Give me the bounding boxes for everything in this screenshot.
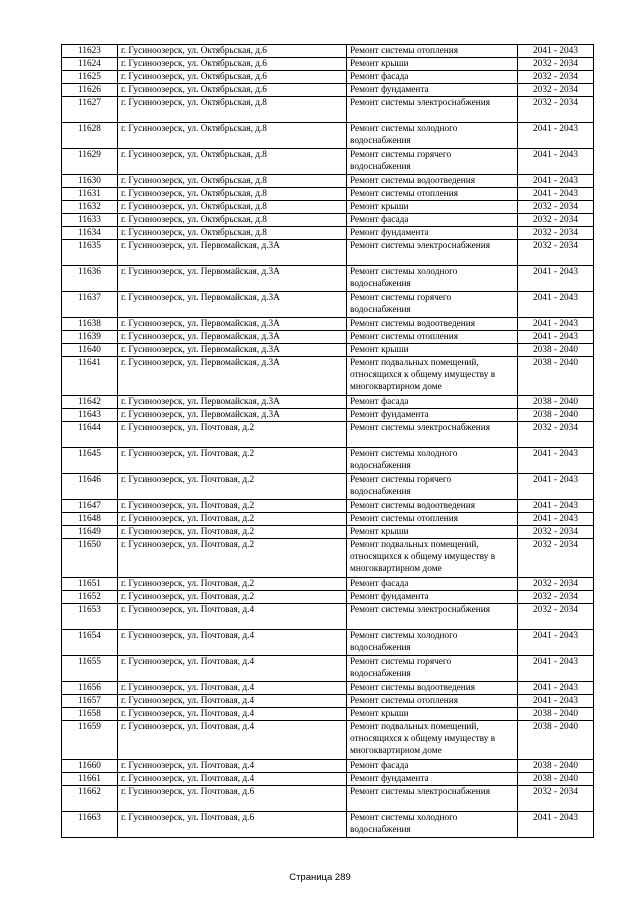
row-number-cell: 11659 [62, 721, 118, 760]
period-cell: 2032 - 2034 [518, 214, 594, 227]
period-cell: 2032 - 2034 [518, 604, 594, 630]
work-type-cell: Ремонт системы холодного водоснабжения [347, 448, 518, 474]
period-cell: 2038 - 2040 [518, 409, 594, 422]
row-number-cell: 11628 [62, 123, 118, 149]
period-cell: 2038 - 2040 [518, 773, 594, 786]
period-cell: 2041 - 2043 [518, 448, 594, 474]
address-cell: г. Гусиноозерск, ул. Почтовая, д.2 [118, 591, 347, 604]
period-cell: 2041 - 2043 [518, 695, 594, 708]
row-number-cell: 11638 [62, 318, 118, 331]
works-table-body [62, 45, 594, 838]
table-row [62, 578, 594, 591]
table-row [62, 656, 594, 682]
period-cell: 2041 - 2043 [518, 656, 594, 682]
table-row [62, 500, 594, 513]
work-type-cell: Ремонт системы водоотведения [347, 682, 518, 695]
work-type-cell: Ремонт системы электроснабжения [347, 422, 518, 448]
table-row [62, 123, 594, 149]
period-cell: 2041 - 2043 [518, 474, 594, 500]
address-cell: г. Гусиноозерск, ул. Первомайская, д.3А [118, 318, 347, 331]
address-cell: г. Гусиноозерск, ул. Почтовая, д.2 [118, 513, 347, 526]
work-type-cell: Ремонт системы водоотведения [347, 500, 518, 513]
row-number-cell: 11624 [62, 58, 118, 71]
address-cell: г. Гусиноозерск, ул. Почтовая, д.2 [118, 474, 347, 500]
work-type-cell: Ремонт системы водоотведения [347, 318, 518, 331]
address-cell: г. Гусиноозерск, ул. Почтовая, д.2 [118, 526, 347, 539]
row-number-cell: 11639 [62, 331, 118, 344]
period-cell: 2032 - 2034 [518, 71, 594, 84]
row-number-cell: 11627 [62, 97, 118, 123]
row-number-cell: 11642 [62, 396, 118, 409]
works-table [61, 44, 594, 838]
address-cell: г. Гусиноозерск, ул. Почтовая, д.4 [118, 682, 347, 695]
period-cell: 2032 - 2034 [518, 58, 594, 71]
work-type-cell: Ремонт системы водоотведения [347, 175, 518, 188]
work-type-cell: Ремонт фундамента [347, 591, 518, 604]
period-cell: 2032 - 2034 [518, 97, 594, 123]
period-cell: 2041 - 2043 [518, 682, 594, 695]
period-cell: 2038 - 2040 [518, 708, 594, 721]
row-number-cell: 11634 [62, 227, 118, 240]
table-row [62, 318, 594, 331]
row-number-cell: 11630 [62, 175, 118, 188]
work-type-cell: Ремонт фундамента [347, 227, 518, 240]
table-row [62, 357, 594, 396]
work-type-cell: Ремонт крыши [347, 526, 518, 539]
work-type-cell: Ремонт подвальных помещений, относящихся к общему имуществу в многоквартирном доме [347, 721, 518, 760]
address-cell: г. Гусиноозерск, ул. Почтовая, д.2 [118, 539, 347, 578]
work-type-cell: Ремонт системы горячего водоснабжения [347, 292, 518, 318]
row-number-cell: 11650 [62, 539, 118, 578]
table-row [62, 786, 594, 812]
table-row [62, 331, 594, 344]
period-cell: 2041 - 2043 [518, 149, 594, 175]
table-row [62, 773, 594, 786]
table-row [62, 448, 594, 474]
address-cell: г. Гусиноозерск, ул. Первомайская, д.3А [118, 344, 347, 357]
address-cell: г. Гусиноозерск, ул. Первомайская, д.3А [118, 292, 347, 318]
period-cell: 2032 - 2034 [518, 526, 594, 539]
address-cell: г. Гусиноозерск, ул. Октябрьская, д.6 [118, 45, 347, 58]
table-row [62, 344, 594, 357]
table-row [62, 240, 594, 266]
work-type-cell: Ремонт системы горячего водоснабжения [347, 149, 518, 175]
work-type-cell: Ремонт крыши [347, 201, 518, 214]
row-number-cell: 11661 [62, 773, 118, 786]
work-type-cell: Ремонт системы горячего водоснабжения [347, 656, 518, 682]
address-cell: г. Гусиноозерск, ул. Первомайская, д.3А [118, 357, 347, 396]
period-cell: 2041 - 2043 [518, 331, 594, 344]
work-type-cell: Ремонт системы горячего водоснабжения [347, 474, 518, 500]
period-cell: 2041 - 2043 [518, 513, 594, 526]
period-cell: 2041 - 2043 [518, 175, 594, 188]
table-row [62, 58, 594, 71]
row-number-cell: 11644 [62, 422, 118, 448]
table-row [62, 812, 594, 838]
address-cell: г. Гусиноозерск, ул. Первомайская, д.3А [118, 266, 347, 292]
work-type-cell: Ремонт системы холодного водоснабжения [347, 123, 518, 149]
row-number-cell: 11646 [62, 474, 118, 500]
row-number-cell: 11629 [62, 149, 118, 175]
address-cell: г. Гусиноозерск, ул. Октябрьская, д.8 [118, 97, 347, 123]
period-cell: 2041 - 2043 [518, 45, 594, 58]
address-cell: г. Гусиноозерск, ул. Почтовая, д.2 [118, 578, 347, 591]
work-type-cell: Ремонт фасада [347, 214, 518, 227]
row-number-cell: 11636 [62, 266, 118, 292]
work-type-cell: Ремонт фасада [347, 760, 518, 773]
table-row [62, 266, 594, 292]
address-cell: г. Гусиноозерск, ул. Почтовая, д.2 [118, 422, 347, 448]
table-row [62, 201, 594, 214]
table-row [62, 214, 594, 227]
row-number-cell: 11641 [62, 357, 118, 396]
row-number-cell: 11660 [62, 760, 118, 773]
table-row [62, 474, 594, 500]
work-type-cell: Ремонт системы отопления [347, 45, 518, 58]
address-cell: г. Гусиноозерск, ул. Почтовая, д.6 [118, 786, 347, 812]
address-cell: г. Гусиноозерск, ул. Почтовая, д.4 [118, 760, 347, 773]
period-cell: 2041 - 2043 [518, 292, 594, 318]
address-cell: г. Гусиноозерск, ул. Почтовая, д.6 [118, 812, 347, 838]
work-type-cell: Ремонт системы холодного водоснабжения [347, 630, 518, 656]
address-cell: г. Гусиноозерск, ул. Первомайская, д.3А [118, 331, 347, 344]
row-number-cell: 11656 [62, 682, 118, 695]
period-cell: 2032 - 2034 [518, 240, 594, 266]
work-type-cell: Ремонт фасада [347, 71, 518, 84]
address-cell: г. Гусиноозерск, ул. Октябрьская, д.8 [118, 175, 347, 188]
address-cell: г. Гусиноозерск, ул. Октябрьская, д.8 [118, 214, 347, 227]
work-type-cell: Ремонт системы электроснабжения [347, 604, 518, 630]
table-row [62, 292, 594, 318]
work-type-cell: Ремонт фундамента [347, 409, 518, 422]
row-number-cell: 11657 [62, 695, 118, 708]
address-cell: г. Гусиноозерск, ул. Почтовая, д.4 [118, 656, 347, 682]
work-type-cell: Ремонт системы холодного водоснабжения [347, 812, 518, 838]
row-number-cell: 11637 [62, 292, 118, 318]
row-number-cell: 11648 [62, 513, 118, 526]
row-number-cell: 11654 [62, 630, 118, 656]
address-cell: г. Гусиноозерск, ул. Почтовая, д.2 [118, 448, 347, 474]
address-cell: г. Гусиноозерск, ул. Почтовая, д.2 [118, 500, 347, 513]
period-cell: 2041 - 2043 [518, 318, 594, 331]
period-cell: 2032 - 2034 [518, 591, 594, 604]
address-cell: г. Гусиноозерск, ул. Октябрьская, д.8 [118, 188, 347, 201]
table-row [62, 227, 594, 240]
row-number-cell: 11653 [62, 604, 118, 630]
work-type-cell: Ремонт системы электроснабжения [347, 97, 518, 123]
row-number-cell: 11649 [62, 526, 118, 539]
table-row [62, 604, 594, 630]
work-type-cell: Ремонт системы холодного водоснабжения [347, 266, 518, 292]
table-row [62, 97, 594, 123]
period-cell: 2032 - 2034 [518, 539, 594, 578]
row-number-cell: 11631 [62, 188, 118, 201]
address-cell: г. Гусиноозерск, ул. Октябрьская, д.6 [118, 84, 347, 97]
table-row [62, 175, 594, 188]
row-number-cell: 11652 [62, 591, 118, 604]
period-cell: 2032 - 2034 [518, 84, 594, 97]
period-cell: 2038 - 2040 [518, 396, 594, 409]
table-row [62, 591, 594, 604]
table-row [62, 513, 594, 526]
address-cell: г. Гусиноозерск, ул. Октябрьская, д.8 [118, 149, 347, 175]
row-number-cell: 11655 [62, 656, 118, 682]
table-row [62, 71, 594, 84]
row-number-cell: 11663 [62, 812, 118, 838]
table-row [62, 422, 594, 448]
row-number-cell: 11640 [62, 344, 118, 357]
row-number-cell: 11626 [62, 84, 118, 97]
work-type-cell: Ремонт системы отопления [347, 188, 518, 201]
period-cell: 2032 - 2034 [518, 422, 594, 448]
address-cell: г. Гусиноозерск, ул. Октябрьская, д.6 [118, 58, 347, 71]
row-number-cell: 11633 [62, 214, 118, 227]
period-cell: 2038 - 2040 [518, 357, 594, 396]
period-cell: 2041 - 2043 [518, 266, 594, 292]
address-cell: г. Гусиноозерск, ул. Первомайская, д.3А [118, 409, 347, 422]
row-number-cell: 11635 [62, 240, 118, 266]
table-row [62, 526, 594, 539]
row-number-cell: 11643 [62, 409, 118, 422]
address-cell: г. Гусиноозерск, ул. Почтовая, д.4 [118, 695, 347, 708]
period-cell: 2038 - 2040 [518, 721, 594, 760]
period-cell: 2041 - 2043 [518, 812, 594, 838]
period-cell: 2041 - 2043 [518, 500, 594, 513]
table-row [62, 708, 594, 721]
table-row [62, 396, 594, 409]
row-number-cell: 11625 [62, 71, 118, 84]
table-row [62, 45, 594, 58]
table-row [62, 188, 594, 201]
period-cell: 2038 - 2040 [518, 760, 594, 773]
work-type-cell: Ремонт подвальных помещений, относящихся к общему имуществу в многоквартирном доме [347, 539, 518, 578]
work-type-cell: Ремонт крыши [347, 708, 518, 721]
row-number-cell: 11662 [62, 786, 118, 812]
period-cell: 2041 - 2043 [518, 630, 594, 656]
address-cell: г. Гусиноозерск, ул. Первомайская, д.3А [118, 396, 347, 409]
period-cell: 2032 - 2034 [518, 227, 594, 240]
period-cell: 2032 - 2034 [518, 578, 594, 591]
address-cell: г. Гусиноозерск, ул. Почтовая, д.4 [118, 721, 347, 760]
work-type-cell: Ремонт системы отопления [347, 513, 518, 526]
table-row [62, 721, 594, 760]
address-cell: г. Гусиноозерск, ул. Почтовая, д.4 [118, 708, 347, 721]
table-row [62, 149, 594, 175]
table-row [62, 682, 594, 695]
work-type-cell: Ремонт фундамента [347, 773, 518, 786]
table-row [62, 695, 594, 708]
address-cell: г. Гусиноозерск, ул. Октябрьская, д.8 [118, 123, 347, 149]
work-type-cell: Ремонт фасада [347, 396, 518, 409]
period-cell: 2032 - 2034 [518, 201, 594, 214]
address-cell: г. Гусиноозерск, ул. Первомайская, д.3А [118, 240, 347, 266]
work-type-cell: Ремонт системы отопления [347, 331, 518, 344]
address-cell: г. Гусиноозерск, ул. Октябрьская, д.8 [118, 227, 347, 240]
period-cell: 2041 - 2043 [518, 188, 594, 201]
work-type-cell: Ремонт крыши [347, 58, 518, 71]
address-cell: г. Гусиноозерск, ул. Почтовая, д.4 [118, 773, 347, 786]
table-row [62, 630, 594, 656]
row-number-cell: 11632 [62, 201, 118, 214]
period-cell: 2041 - 2043 [518, 123, 594, 149]
row-number-cell: 11658 [62, 708, 118, 721]
table-row [62, 760, 594, 773]
period-cell: 2032 - 2034 [518, 786, 594, 812]
table-row [62, 409, 594, 422]
address-cell: г. Гусиноозерск, ул. Октябрьская, д.8 [118, 201, 347, 214]
table-row [62, 84, 594, 97]
row-number-cell: 11651 [62, 578, 118, 591]
row-number-cell: 11623 [62, 45, 118, 58]
page-number: Страница 289 [289, 872, 351, 883]
work-type-cell: Ремонт системы отопления [347, 695, 518, 708]
work-type-cell: Ремонт системы электроснабжения [347, 786, 518, 812]
work-type-cell: Ремонт фундамента [347, 84, 518, 97]
work-type-cell: Ремонт крыши [347, 344, 518, 357]
address-cell: г. Гусиноозерск, ул. Почтовая, д.4 [118, 630, 347, 656]
table-row [62, 539, 594, 578]
address-cell: г. Гусиноозерск, ул. Октябрьская, д.6 [118, 71, 347, 84]
work-type-cell: Ремонт системы электроснабжения [347, 240, 518, 266]
address-cell: г. Гусиноозерск, ул. Почтовая, д.4 [118, 604, 347, 630]
work-type-cell: Ремонт подвальных помещений, относящихся к общему имуществу в многоквартирном доме [347, 357, 518, 396]
row-number-cell: 11647 [62, 500, 118, 513]
work-type-cell: Ремонт фасада [347, 578, 518, 591]
period-cell: 2038 - 2040 [518, 344, 594, 357]
row-number-cell: 11645 [62, 448, 118, 474]
